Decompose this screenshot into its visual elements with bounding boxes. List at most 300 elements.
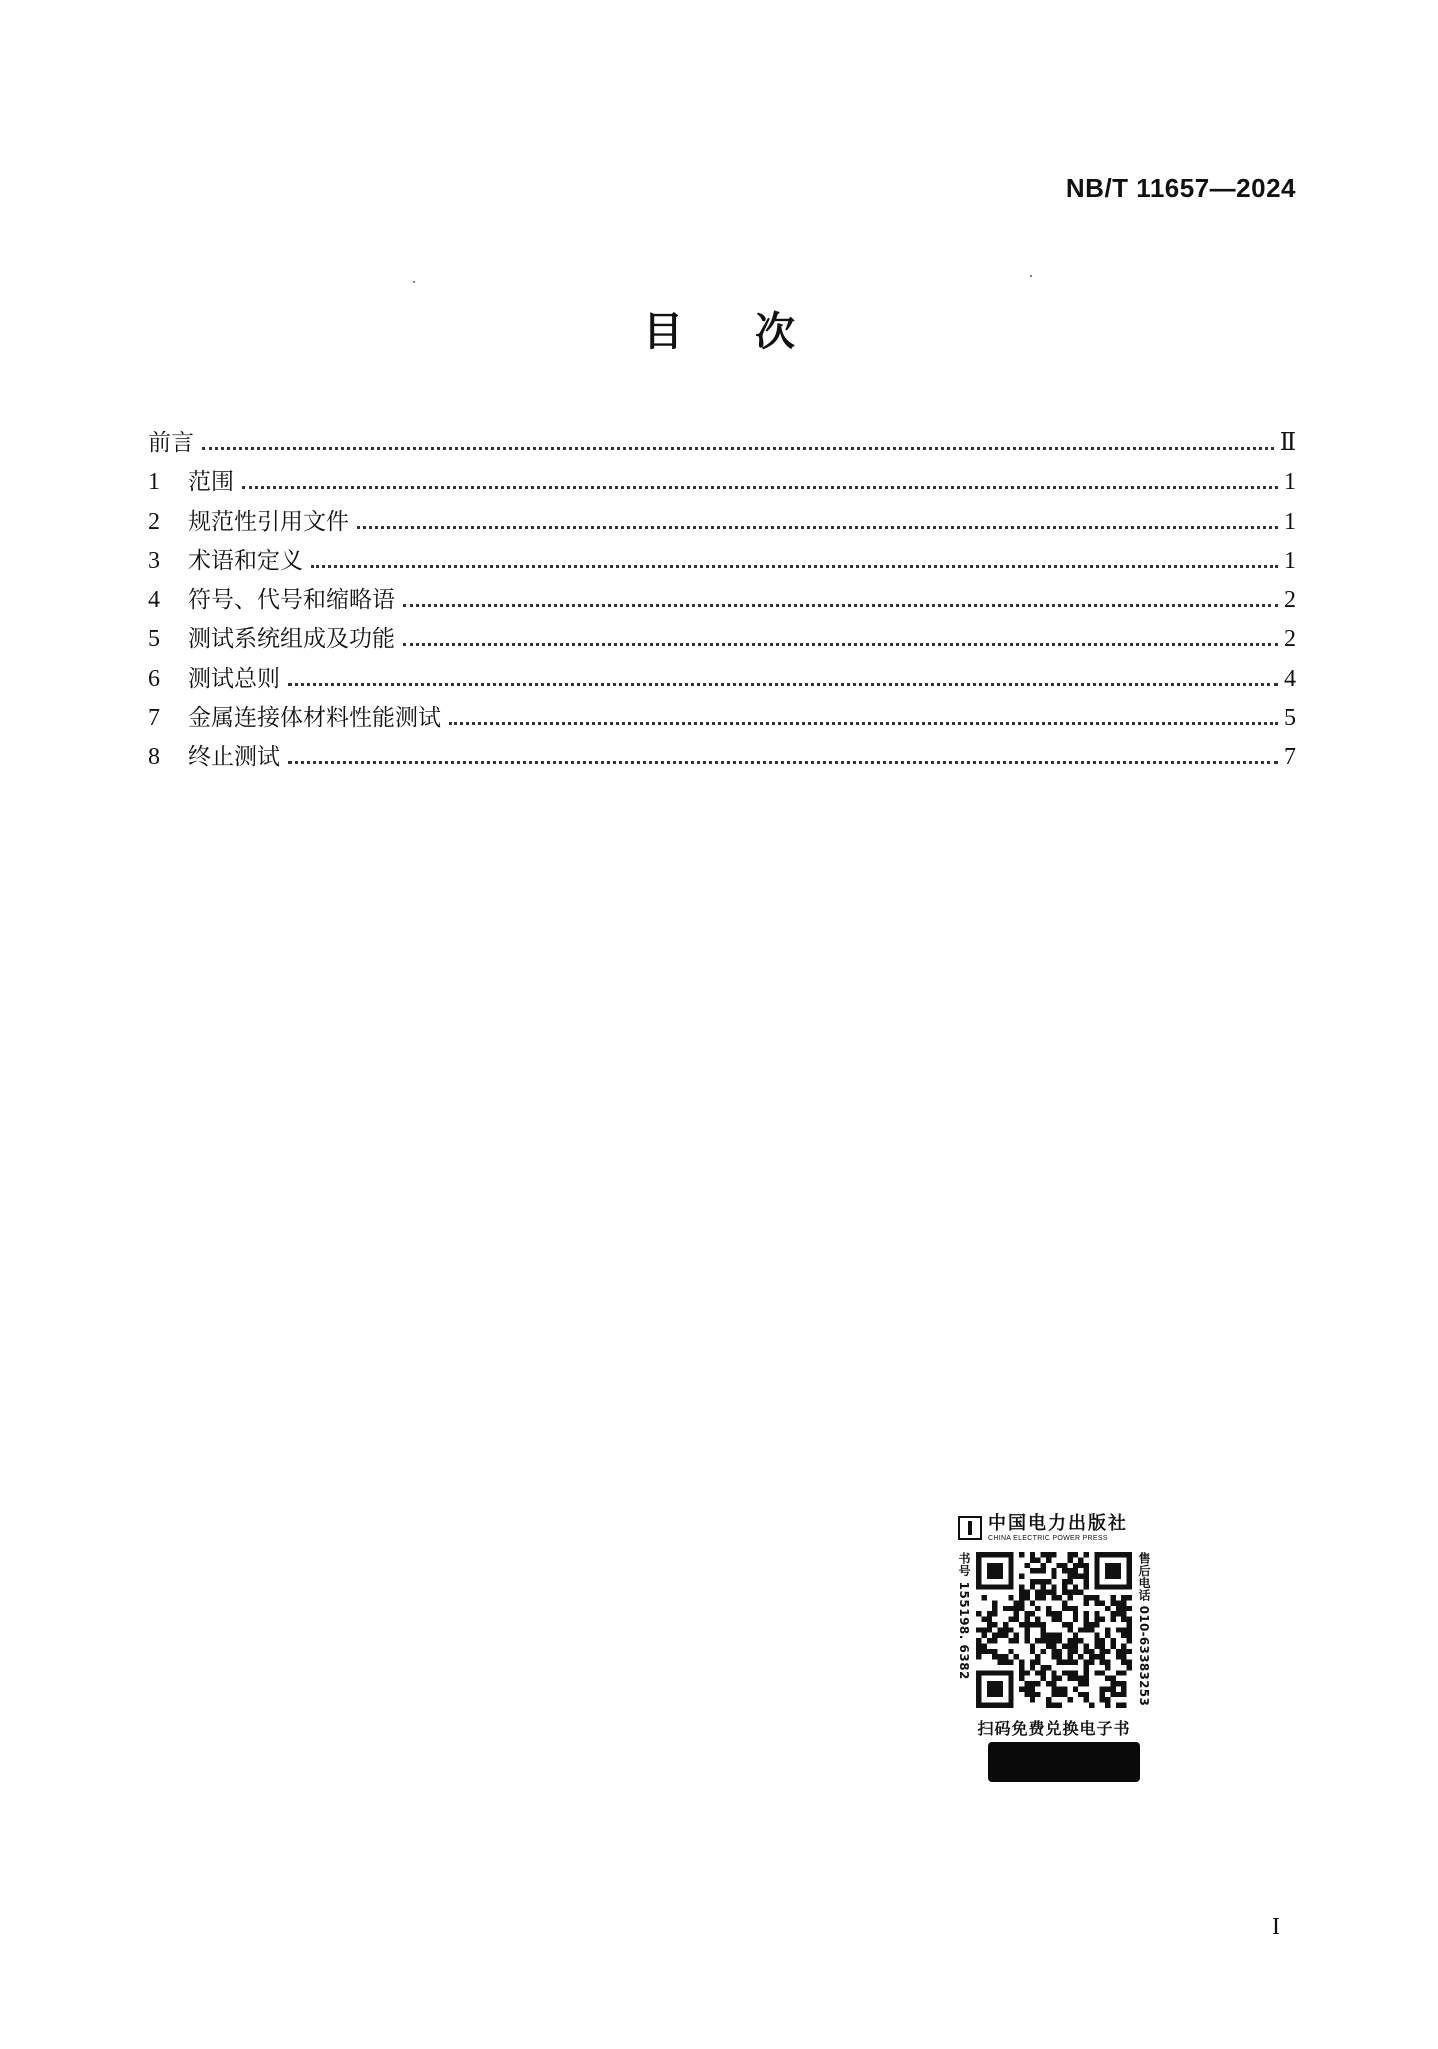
qr-module: [1084, 1568, 1089, 1573]
qr-module: [1100, 1617, 1105, 1622]
qr-module: [1073, 1563, 1078, 1568]
qr-module: [1078, 1692, 1083, 1697]
qr-module: [1073, 1568, 1078, 1573]
qr-module: [1008, 1595, 1013, 1600]
qr-module: [1067, 1660, 1072, 1665]
qr-module: [1057, 1686, 1062, 1691]
qr-module: [1035, 1617, 1040, 1622]
qr-module: [1094, 1638, 1099, 1643]
qr-module: [1084, 1574, 1089, 1579]
qr-module: [1046, 1606, 1051, 1611]
qr-module: [1003, 1606, 1008, 1611]
qr-module: [1041, 1633, 1046, 1638]
toc-entry-label: 测试系统组成及功能: [188, 626, 395, 653]
qr-module: [1019, 1574, 1024, 1579]
qr-module: [1041, 1622, 1046, 1627]
qr-module: [1046, 1611, 1051, 1616]
qr-module: [992, 1611, 997, 1616]
qr-module: [1127, 1622, 1132, 1627]
qr-module: [1008, 1627, 1013, 1632]
qr-module: [1030, 1584, 1035, 1589]
qr-module: [1084, 1643, 1089, 1648]
toc-entry[interactable]: [148, 424, 1296, 463]
qr-module: [1003, 1633, 1008, 1638]
qr-module: [1100, 1692, 1105, 1697]
toc-entry-page: 1: [1284, 508, 1296, 535]
qr-module: [998, 1654, 1003, 1659]
qr-module: [1024, 1686, 1029, 1691]
toc-entry-number: 8: [148, 744, 160, 771]
qr-module: [992, 1638, 997, 1643]
qr-module: [1110, 1643, 1115, 1648]
qr-module: [1127, 1649, 1132, 1654]
qr-module: [1127, 1633, 1132, 1638]
qr-module: [1067, 1590, 1072, 1595]
qr-module: [1035, 1692, 1040, 1697]
toc-leader-dots: [357, 526, 1278, 529]
qr-module: [1057, 1563, 1062, 1568]
qr-module: [1127, 1638, 1132, 1643]
qr-module: [1121, 1649, 1126, 1654]
qr-module: [1041, 1670, 1046, 1675]
qr-module: [1046, 1590, 1051, 1595]
qr-module: [1110, 1611, 1115, 1616]
qr-module: [1030, 1649, 1035, 1654]
qr-module: [1003, 1622, 1008, 1627]
qr-module: [1073, 1574, 1078, 1579]
qr-module: [1089, 1622, 1094, 1627]
qr-module: [1046, 1697, 1051, 1702]
toc-entry-label: 测试总则: [188, 665, 280, 692]
qr-module: [1110, 1692, 1115, 1697]
qr-module: [1035, 1595, 1040, 1600]
qr-module: [1024, 1681, 1029, 1686]
standard-number: NB/T 11657—2024: [1065, 173, 1296, 203]
toc-entry-label: 终止测试: [188, 744, 280, 771]
qr-module: [1062, 1692, 1067, 1697]
qr-module: [1019, 1660, 1024, 1665]
qr-module: [1116, 1606, 1121, 1611]
qr-module: [1100, 1643, 1105, 1648]
qr-module: [1030, 1660, 1035, 1665]
toc-leader-dots: [403, 604, 1278, 607]
qr-module: [1035, 1654, 1040, 1659]
qr-module: [1041, 1595, 1046, 1600]
qr-module: [1105, 1649, 1110, 1654]
qr-module: [987, 1617, 992, 1622]
qr-module: [1094, 1622, 1099, 1627]
qr-module: [1121, 1633, 1126, 1638]
qr-module: [1051, 1568, 1056, 1573]
qr-module: [1073, 1686, 1078, 1691]
qr-module: [976, 1654, 981, 1659]
toc-entry-number: 6: [148, 665, 160, 692]
qr-module: [1051, 1611, 1056, 1616]
qr-module: [1089, 1627, 1094, 1632]
qr-module: [1084, 1692, 1089, 1697]
publisher-header: [958, 1510, 1150, 1546]
qr-module: [1003, 1627, 1008, 1632]
qr-module: [1073, 1676, 1078, 1681]
qr-module: [981, 1627, 986, 1632]
qr-module: [1127, 1660, 1132, 1665]
toc-leader-dots: [202, 447, 1274, 450]
qr-module: [1046, 1703, 1051, 1708]
qr-module: [1035, 1579, 1040, 1584]
toc-entry-page: 5: [1284, 705, 1296, 732]
publisher-name: [988, 1512, 1128, 1542]
qr-module: [1041, 1579, 1046, 1584]
qr-module: [1057, 1649, 1062, 1654]
qr-module: [1019, 1600, 1024, 1605]
qr-module: [1127, 1606, 1132, 1611]
qr-module: [1127, 1627, 1132, 1632]
qr-module: [992, 1654, 997, 1659]
qr-module: [1078, 1627, 1083, 1632]
qr-module: [1121, 1681, 1126, 1686]
qr-module: [1051, 1633, 1056, 1638]
qr-module: [1105, 1633, 1110, 1638]
qr-module: [1008, 1606, 1013, 1611]
qr-module: [1073, 1552, 1078, 1557]
toc-leader-dots: [242, 486, 1278, 489]
qr-module: [1051, 1590, 1056, 1595]
qr-module: [1121, 1670, 1126, 1675]
qr-module: [1078, 1676, 1083, 1681]
qr-module: [1024, 1590, 1029, 1595]
qr-module: [1041, 1665, 1046, 1670]
qr-module: [1024, 1617, 1029, 1622]
qr-module: [1116, 1692, 1121, 1697]
qr-module: [1084, 1579, 1089, 1584]
qr-module: [1121, 1643, 1126, 1648]
qr-module: [1100, 1649, 1105, 1654]
qr-module: [1078, 1654, 1083, 1659]
qr-module: [1073, 1617, 1078, 1622]
qr-module: [1105, 1703, 1110, 1708]
qr-module: [1062, 1686, 1067, 1691]
qr-module: [1019, 1584, 1024, 1589]
qr-module: [976, 1611, 981, 1616]
qr-module: [1073, 1649, 1078, 1654]
qr-module: [998, 1633, 1003, 1638]
toc-entry-page: 4: [1284, 665, 1296, 692]
qr-module: [1084, 1665, 1089, 1670]
toc-entry-label: 前言: [148, 430, 194, 456]
qr-module: [992, 1633, 997, 1638]
redacted-code-box: [988, 1742, 1140, 1782]
qr-module: [1030, 1611, 1035, 1616]
qr-module: [1035, 1681, 1040, 1686]
publisher-name-cn: 中国电力出版社: [988, 1512, 1128, 1534]
qr-module: [1094, 1595, 1099, 1600]
qr-module: [1046, 1643, 1051, 1648]
qr-module: [1067, 1676, 1072, 1681]
qr-module: [1084, 1681, 1089, 1686]
qr-module: [1116, 1654, 1121, 1659]
qr-module: [1073, 1643, 1078, 1648]
qr-module: [1121, 1595, 1126, 1600]
qr-module: [1110, 1595, 1115, 1600]
qr-module: [1089, 1660, 1094, 1665]
qr-module: [1067, 1552, 1072, 1557]
qr-module: [1046, 1665, 1051, 1670]
qr-module: [1019, 1665, 1024, 1670]
qr-module: [1089, 1595, 1094, 1600]
toc-entry[interactable]: [148, 463, 1296, 502]
qr-module: [1116, 1649, 1121, 1654]
toc-leader-dots: [288, 683, 1278, 686]
qr-module: [1019, 1595, 1024, 1600]
qr-module: [981, 1643, 986, 1648]
qr-module: [1084, 1595, 1089, 1600]
qr-module: [1067, 1579, 1072, 1584]
toc-entry-page: 2: [1284, 587, 1296, 614]
qr-module: [1084, 1676, 1089, 1681]
qr-module: [1116, 1681, 1121, 1686]
qr-module: [1024, 1611, 1029, 1616]
toc-entry[interactable]: [148, 503, 1296, 542]
qr-module: [1094, 1633, 1099, 1638]
qr-module: [1094, 1611, 1099, 1616]
qr-module: [1062, 1606, 1067, 1611]
qr-module: [1014, 1638, 1019, 1643]
qr-module: [1035, 1606, 1040, 1611]
toc-entry-label: 术语和定义: [188, 547, 303, 574]
qr-module: [1078, 1563, 1083, 1568]
qr-module: [1078, 1590, 1083, 1595]
qr-module: [1084, 1611, 1089, 1616]
qr-module: [1100, 1600, 1105, 1605]
book-number: 书号 155198. 6382: [957, 1552, 971, 1680]
qr-module: [1062, 1584, 1067, 1589]
qr-module: [1100, 1638, 1105, 1643]
qr-module: [1105, 1665, 1110, 1670]
qr-module: [1084, 1622, 1089, 1627]
qr-module: [1014, 1654, 1019, 1659]
qr-module: [1003, 1654, 1008, 1659]
qr-module: [1024, 1670, 1029, 1675]
qr-module: [1105, 1686, 1110, 1691]
qr-module: [1051, 1643, 1056, 1648]
qr-module: [1051, 1686, 1056, 1691]
qr-module: [998, 1627, 1003, 1632]
toc-leader-dots: [311, 565, 1278, 568]
qr-module: [1008, 1638, 1013, 1643]
qr-module: [1019, 1670, 1024, 1675]
scan-speck: [413, 281, 415, 283]
qr-module: [1100, 1654, 1105, 1659]
qr-module: [1030, 1692, 1035, 1697]
qr-module: [1100, 1660, 1105, 1665]
qr-module: [1051, 1681, 1056, 1686]
qr-module: [1084, 1563, 1089, 1568]
qr-module: [987, 1611, 992, 1616]
qr-module: [992, 1600, 997, 1605]
qr-module: [1127, 1617, 1132, 1622]
qr-module: [1105, 1697, 1110, 1702]
qr-module: [1105, 1606, 1110, 1611]
qr-module: [1100, 1686, 1105, 1691]
qr-module: [1057, 1638, 1062, 1643]
qr-module: [1110, 1676, 1115, 1681]
toc-leader-dots: [288, 761, 1278, 764]
qr-module: [1024, 1627, 1029, 1632]
qr-caption: 扫码免费兑换电子书: [977, 1719, 1131, 1738]
toc-entry-number: 3: [148, 547, 160, 574]
qr-module: [1024, 1633, 1029, 1638]
toc-entry[interactable]: [148, 542, 1296, 581]
toc-entry[interactable]: [148, 699, 1296, 738]
qr-module: [1008, 1649, 1013, 1654]
page-title: 目次: [643, 309, 867, 355]
qr-module: [1014, 1606, 1019, 1611]
qr-module: [1030, 1686, 1035, 1691]
toc-entry-page: 1: [1284, 547, 1296, 574]
qr-module: [1019, 1606, 1024, 1611]
publisher-name-en: CHINA ELECTRIC POWER PRESS: [988, 1534, 1108, 1542]
qr-module: [1035, 1660, 1040, 1665]
qr-module: [1110, 1638, 1115, 1643]
qr-module: [1084, 1552, 1089, 1557]
qr-module: [1046, 1638, 1051, 1643]
qr-module: [1116, 1670, 1121, 1675]
qr-module: [1078, 1557, 1083, 1562]
qr-module: [1094, 1643, 1099, 1648]
qr-module: [1127, 1595, 1132, 1600]
qr-module: [1127, 1665, 1132, 1670]
qr-module: [1073, 1606, 1078, 1611]
qr-module: [1046, 1633, 1051, 1638]
qr-module: [1051, 1670, 1056, 1675]
toc-leader-dots: [403, 643, 1278, 646]
qr-module: [1046, 1579, 1051, 1584]
qr-module: [1024, 1692, 1029, 1697]
qr-module: [1073, 1611, 1078, 1616]
qr-module: [1051, 1703, 1056, 1708]
qr-module: [1030, 1665, 1035, 1670]
qr-module: [1030, 1568, 1035, 1573]
qr-module: [1084, 1660, 1089, 1665]
qr-module: [1100, 1670, 1105, 1675]
qr-module: [1051, 1638, 1056, 1643]
qr-module: [981, 1633, 986, 1638]
qr-module: [1008, 1617, 1013, 1622]
qr-module: [976, 1627, 981, 1632]
qr-module: [987, 1638, 992, 1643]
qr-module: [1019, 1686, 1024, 1691]
qr-module: [1019, 1590, 1024, 1595]
qr-module: [976, 1638, 981, 1643]
toc-entry[interactable]: [148, 738, 1296, 777]
qr-module: [1046, 1557, 1051, 1562]
sales-phone: 售后电话 010-63383253: [1137, 1552, 1151, 1707]
qr-module: [1067, 1606, 1072, 1611]
qr-module: [1024, 1638, 1029, 1643]
qr-module: [1030, 1579, 1035, 1584]
toc-entry-page: 2: [1284, 626, 1296, 653]
qr-module: [1121, 1703, 1126, 1708]
toc-entry-label: 规范性引用文件: [188, 508, 349, 535]
toc-entry[interactable]: [148, 660, 1296, 699]
toc-entry-page: 1: [1284, 469, 1296, 496]
qr-module: [1089, 1654, 1094, 1659]
table-of-contents: [148, 424, 1296, 778]
qr-module: [1051, 1654, 1056, 1659]
qr-module: [1110, 1681, 1115, 1686]
toc-entry-number: 4: [148, 587, 160, 614]
qr-module: [1057, 1611, 1062, 1616]
qr-module: [1067, 1670, 1072, 1675]
qr-module: [1041, 1568, 1046, 1573]
qr-module: [1051, 1574, 1056, 1579]
qr-module: [1030, 1557, 1035, 1562]
qr-module: [1067, 1643, 1072, 1648]
qr-module: [987, 1627, 992, 1632]
qr-module: [1035, 1568, 1040, 1573]
qr-module: [1035, 1590, 1040, 1595]
toc-entry-label: 符号、代号和缩略语: [188, 587, 395, 614]
qr-module: [1041, 1590, 1046, 1595]
qr-module: [1024, 1595, 1029, 1600]
qr-module: [1073, 1590, 1078, 1595]
qr-module: [1035, 1622, 1040, 1627]
qr-module: [1057, 1654, 1062, 1659]
qr-module: [1067, 1697, 1072, 1702]
qr-module: [1084, 1584, 1089, 1589]
qr-module: [1084, 1697, 1089, 1702]
qr-module: [1121, 1660, 1126, 1665]
qr-module: [1051, 1676, 1056, 1681]
qr-module: [1105, 1627, 1110, 1632]
qr-module: [1057, 1676, 1062, 1681]
toc-entry[interactable]: [148, 581, 1296, 620]
qr-module: [1051, 1552, 1056, 1557]
page-number: I: [1272, 1914, 1280, 1940]
qr-module: [992, 1649, 997, 1654]
toc-entry-label: 范围: [188, 469, 234, 496]
qr-module: [1121, 1611, 1126, 1616]
qr-module: [1041, 1563, 1046, 1568]
qr-module: [1062, 1590, 1067, 1595]
qr-module: [1105, 1676, 1110, 1681]
qr-code-icon[interactable]: [976, 1552, 1132, 1708]
qr-module: [1084, 1627, 1089, 1632]
qr-module: [1121, 1692, 1126, 1697]
toc-entry-number: 5: [148, 626, 160, 653]
qr-module: [1084, 1649, 1089, 1654]
qr-module: [1116, 1600, 1121, 1605]
qr-module: [976, 1649, 981, 1654]
qr-module: [1024, 1622, 1029, 1627]
qr-module: [992, 1622, 997, 1627]
toc-entry[interactable]: [148, 620, 1296, 659]
qr-module: [1041, 1627, 1046, 1632]
qr-module: [1094, 1654, 1099, 1659]
qr-module: [1041, 1676, 1046, 1681]
toc-entry-number: 2: [148, 508, 160, 535]
qr-module: [1008, 1660, 1013, 1665]
qr-module: [1051, 1584, 1056, 1589]
qr-module: [1110, 1617, 1115, 1622]
qr-module: [1067, 1627, 1072, 1632]
qr-module: [1057, 1595, 1062, 1600]
qr-module: [1041, 1638, 1046, 1643]
qr-module: [1041, 1649, 1046, 1654]
qr-module: [1084, 1617, 1089, 1622]
qr-module: [1078, 1681, 1083, 1686]
qr-module: [1019, 1622, 1024, 1627]
